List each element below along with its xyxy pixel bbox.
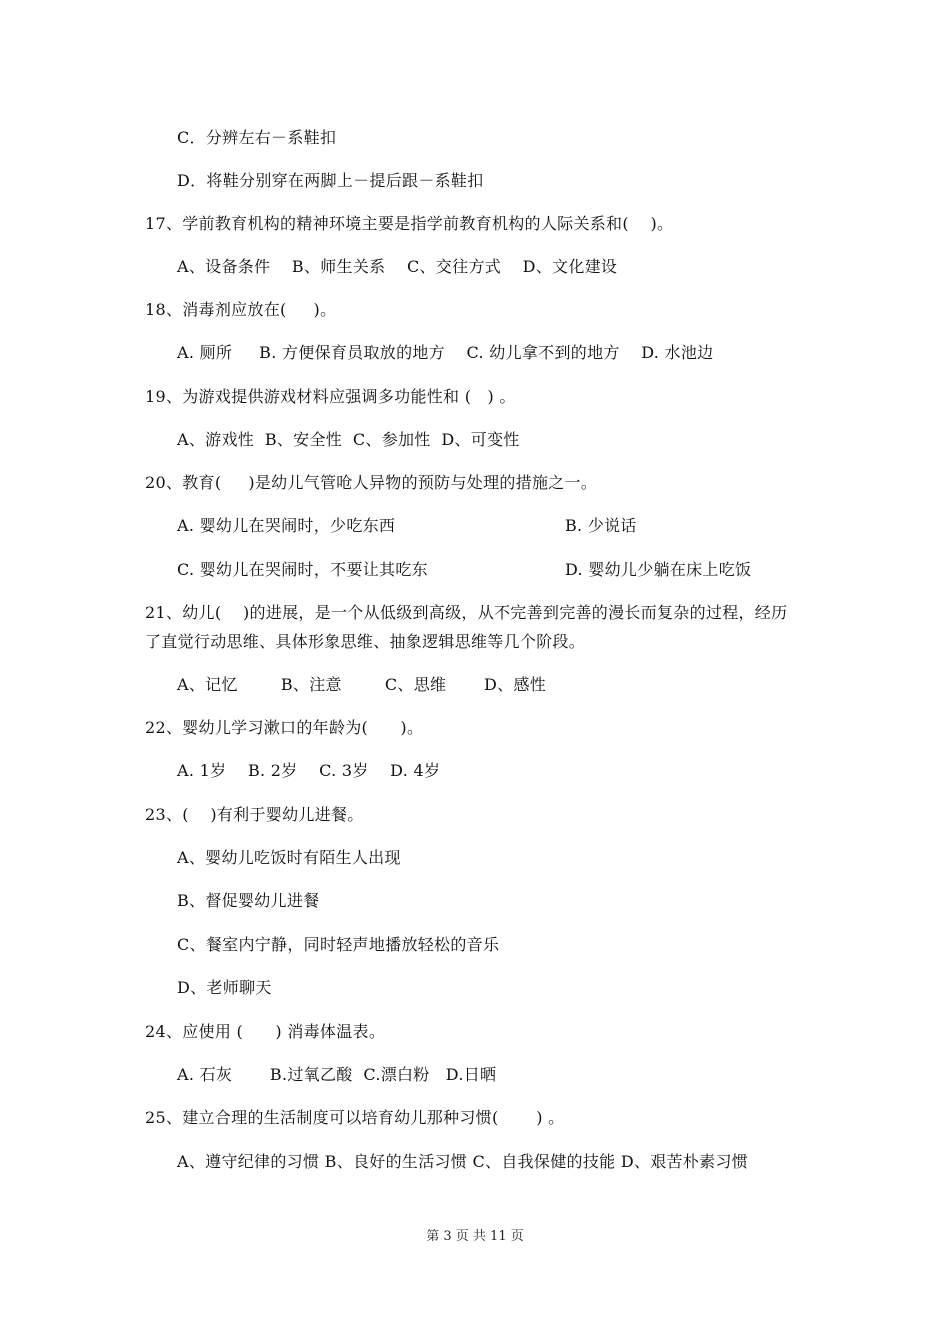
question-25-options: A、遵守纪律的习惯 B、良好的生活习惯 C、自我保健的技能 D、艰苦朴素习惯 [177,1152,749,1171]
question-20-option-b: B. 少说话 [565,516,637,535]
question-22-options: A. 1岁 B. 2岁 C. 3岁 D. 4岁 [177,761,441,780]
question-23-option-d: D、老师聊天 [177,978,272,997]
question-24-options: A. 石灰 B.过氧乙酸 C.漂白粉 D.日晒 [177,1065,497,1084]
option-d-prev: D．将鞋分别穿在两脚上－提后跟－系鞋扣 [177,171,484,190]
question-20-option-c: C. 婴幼儿在哭闹时，不要让其吃东 [177,560,428,579]
question-19-stem: 19、为游戏提供游戏材料应强调多功能性和 ( ) 。 [145,387,516,406]
question-20-option-a: A. 婴幼儿在哭闹时，少吃东西 [177,516,396,535]
question-24-stem: 24、应使用 ( ) 消毒体温表。 [145,1022,386,1041]
question-19-options: A、游戏性 B、安全性 C、参加性 D、可变性 [177,430,520,449]
question-20-stem: 20、教育( )是幼儿气管呛人异物的预防与处理的措施之一。 [145,473,598,492]
question-18-stem: 18、消毒剂应放在( )。 [145,300,337,319]
question-21-options: A、记忆 B、注意 C、思维 D、感性 [177,675,547,694]
page-footer: 第 3 页 共 11 页 [426,1229,524,1244]
question-17-options: A、设备条件 B、师生关系 C、交往方式 D、文化建设 [177,257,618,276]
question-20-option-d: D. 婴幼儿少躺在床上吃饭 [565,560,752,579]
question-21-stem-cont: 了直觉行动思维、具体形象思维、抽象逻辑思维等几个阶段。 [145,632,586,651]
question-22-stem: 22、婴幼儿学习漱口的年龄为( )。 [145,718,424,737]
question-25-stem: 25、建立合理的生活制度可以培育幼儿那种习惯( ) 。 [145,1108,565,1127]
question-23-option-a: A、婴幼儿吃饭时有陌生人出现 [177,848,401,867]
question-23-stem: 23、( )有利于婴幼儿进餐。 [145,805,364,824]
question-18-options: A. 厕所 B. 方便保育员取放的地方 C. 幼儿拿不到的地方 D. 水池边 [177,343,714,362]
question-21-stem: 21、幼儿( )的进展，是一个从低级到高级，从不完善到完善的漫长而复杂的过程，经历 [145,603,788,622]
question-23-option-b: B、督促婴幼儿进餐 [177,891,320,910]
question-23-option-c: C、餐室内宁静，同时轻声地播放轻松的音乐 [177,935,500,954]
question-17-stem: 17、学前教育机构的精神环境主要是指学前教育机构的人际关系和( )。 [145,214,674,233]
option-c-prev: C．分辨左右－系鞋扣 [177,128,337,147]
